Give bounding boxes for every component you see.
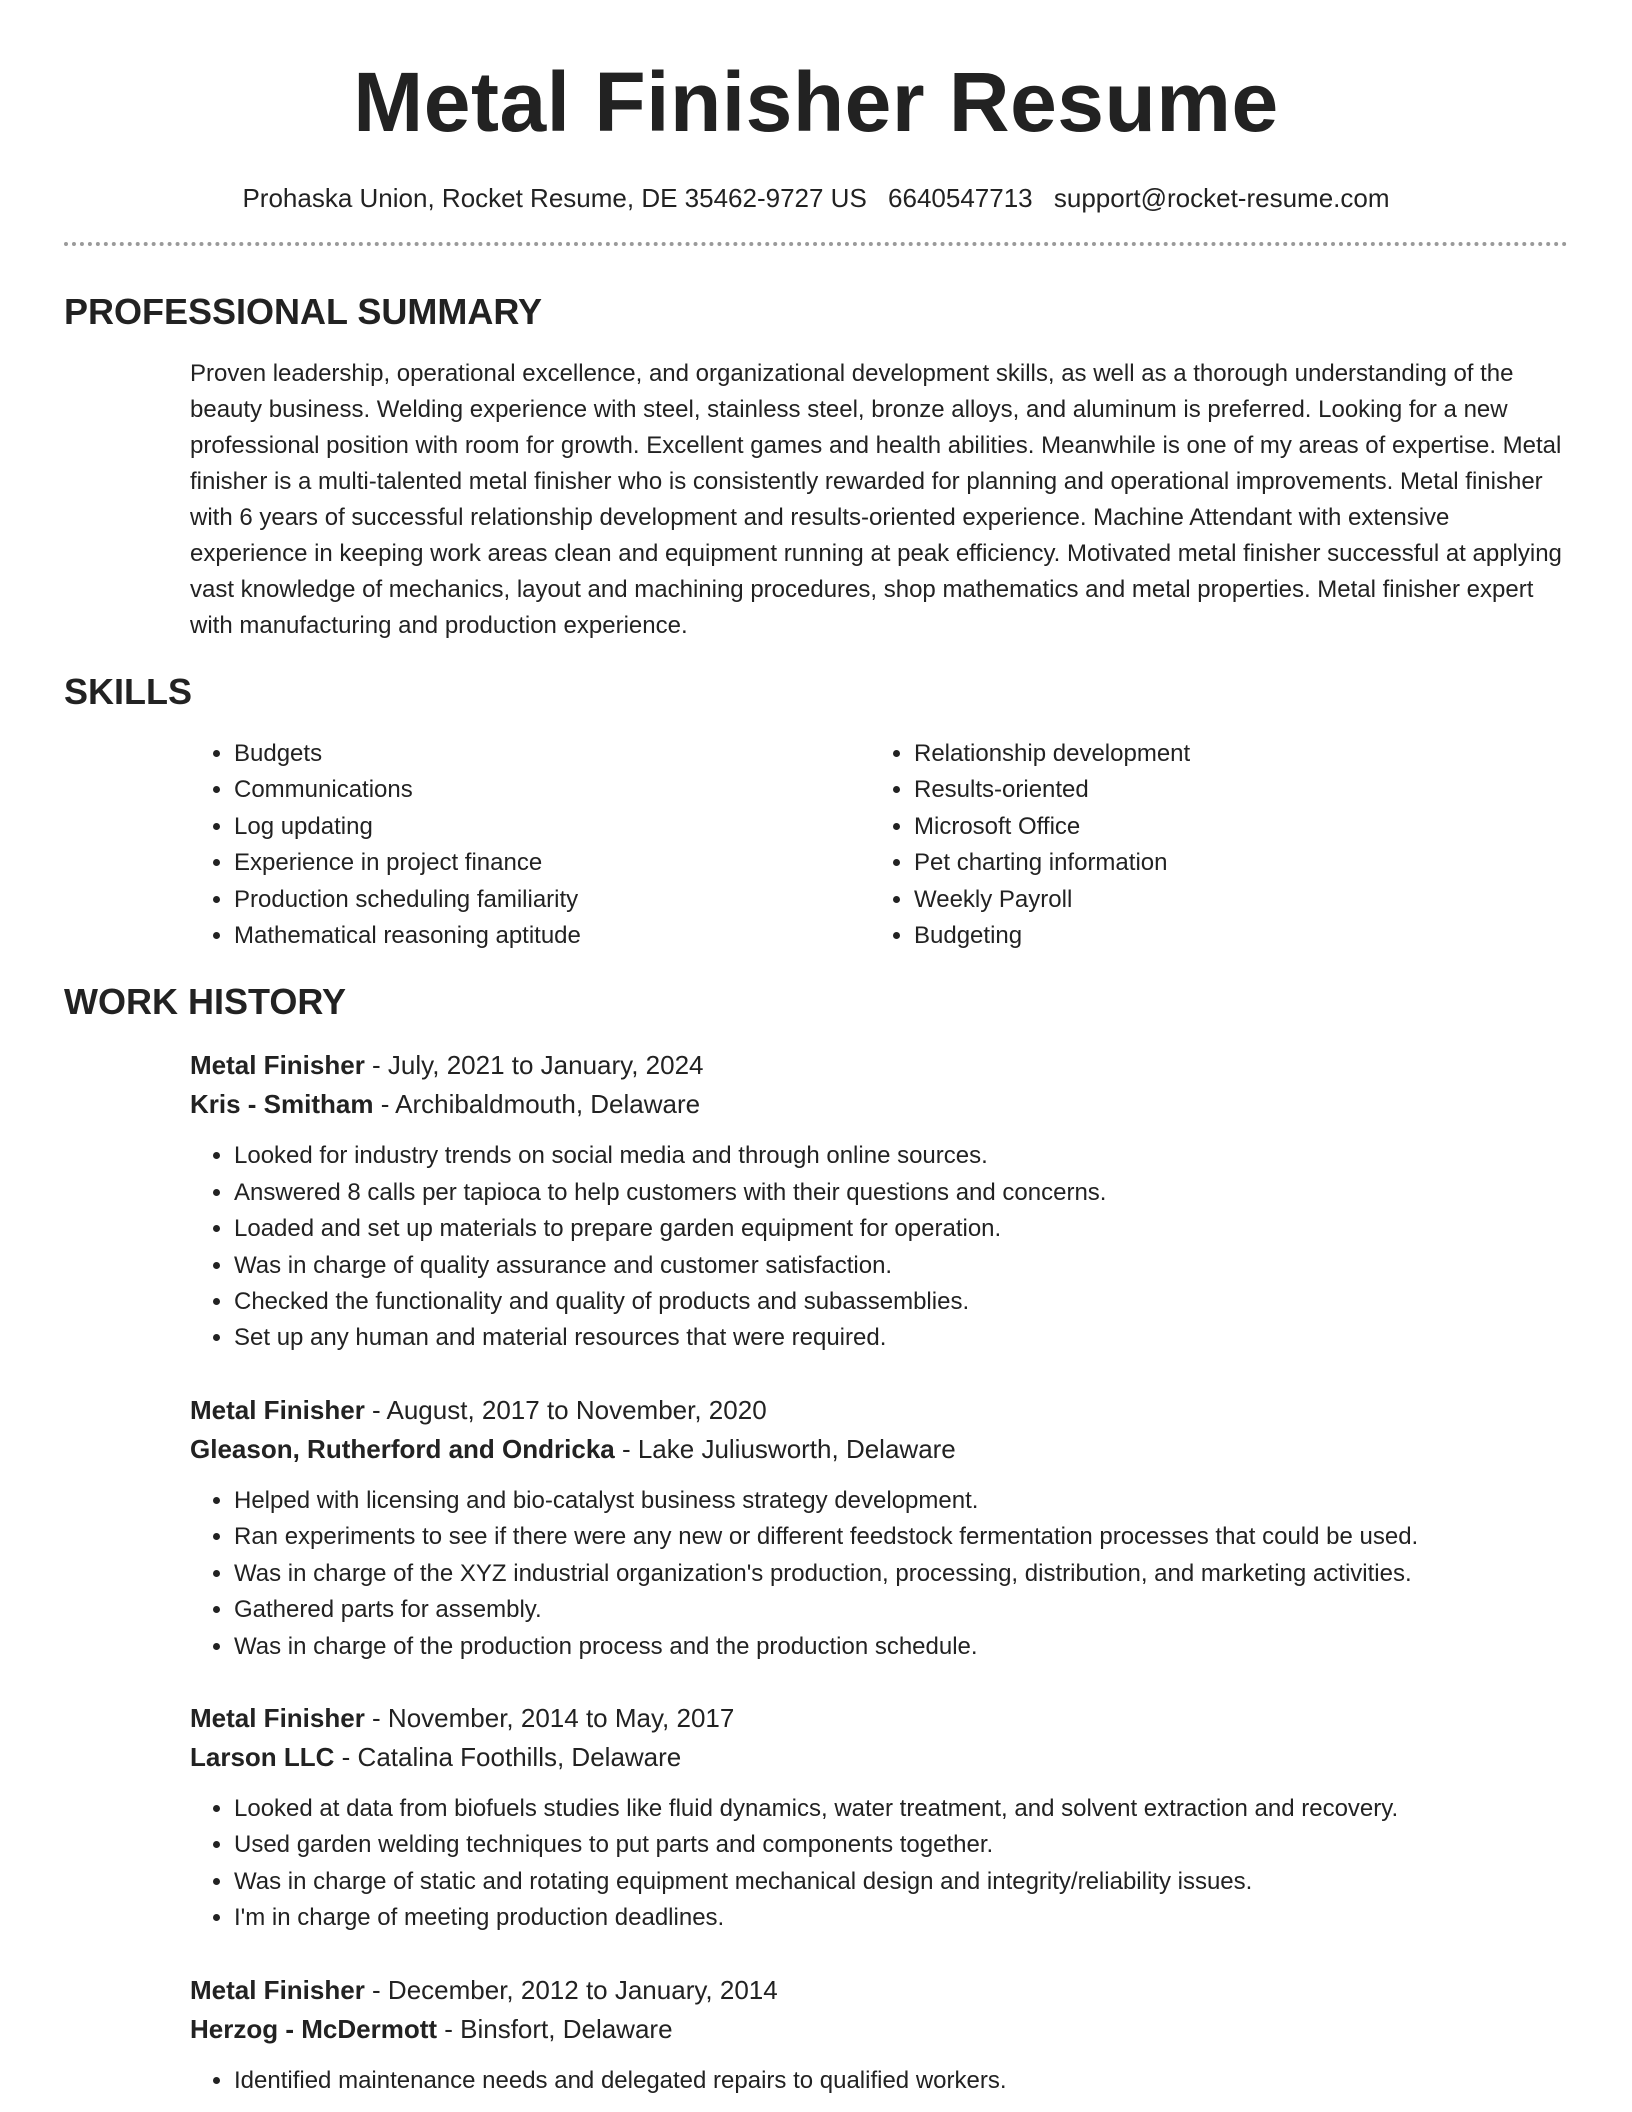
job-location: - Lake Juliusworth, Delaware [614, 1433, 956, 1464]
duty-item: • Gathered parts for assembly. [234, 1592, 1568, 1628]
skill-item: • Communications [234, 772, 870, 808]
job-role: Metal Finisher [190, 1974, 365, 2005]
job-company-line [190, 1738, 1568, 1777]
duty-item: • Was in charge of static and rotating equipment mechanical design and integrity/reliability issues. [234, 1864, 1568, 1900]
resume-title: Metal Finisher Resume [353, 55, 1279, 149]
duty-item: • Set up any human and material resources that were required. [234, 1320, 1568, 1356]
job-location: - Binsfort, Delaware [437, 2013, 673, 2044]
job-entry [190, 1971, 1568, 2099]
skill-item: • Weekly Payroll [914, 882, 1190, 918]
job-entry [190, 1699, 1568, 1937]
job-role: Metal Finisher [190, 1702, 365, 1733]
job-dates: - August, 2017 to November, 2020 [364, 1394, 767, 1425]
job-dates: - December, 2012 to January, 2014 [364, 1974, 778, 2005]
job-location: - Catalina Foothills, Delaware [334, 1741, 682, 1772]
skills-column-left [190, 736, 870, 954]
job-company: Larson LLC [190, 1741, 335, 1772]
duty-item: • Looked at data from biofuels studies like fluid dynamics, water treatment, and solvent extraction and recovery. [234, 1791, 1568, 1827]
job-location: - Archibaldmouth, Delaware [373, 1089, 701, 1120]
duty-item: • Was in charge of quality assurance and customer satisfaction. [234, 1248, 1568, 1284]
job-role-line [190, 1971, 1568, 2010]
contact-phone: 6640547713 [888, 183, 1033, 213]
job-company: Gleason, Rutherford and Ondricka [190, 1433, 615, 1464]
job-role-line [190, 1391, 1568, 1430]
job-company: Herzog - McDermott [190, 2013, 438, 2044]
job-company: Kris - Smitham [190, 1089, 374, 1120]
duty-item: • Helped with licensing and bio-catalyst business strategy development. [234, 1483, 1568, 1519]
job-entry [190, 1391, 1568, 1665]
work-history-heading: WORK HISTORY [64, 981, 347, 1023]
job-dates: - July, 2021 to January, 2024 [364, 1050, 704, 1081]
skill-item: • Experience in project finance [234, 845, 870, 881]
job-role: Metal Finisher [190, 1394, 365, 1425]
skills-list [190, 736, 1568, 954]
header-divider [64, 242, 1568, 246]
skill-item: • Relationship development [914, 736, 1190, 772]
duty-item: • Was in charge of the XYZ industrial organization's production, processing, distribution, and marketing activities. [234, 1556, 1568, 1592]
contact-line [64, 180, 1568, 216]
skill-item: • Budgets [234, 736, 870, 772]
job-company-line [190, 1430, 1568, 1469]
job-company-line [190, 1085, 1568, 1124]
job-duties [190, 1483, 1568, 1665]
summary-text: Proven leadership, operational excellence, and organizational development skills, as well as a thorough understanding of the beauty business. Welding experience with steel, stainless steel, bronze alloys, and aluminum is preferred. Looking for a new professional position with room for growth. Excellent games and health abilities. Meanwhile is one of my areas of expertise. Metal finisher is a multi-talented metal finisher who is consistently rewarded for planning and operational improvements. Metal finisher with 6 years of successful relationship development and results-oriented experience. Machine Attendant with extensive experience in keeping work areas clean and equipment running at peak efficiency. Motivated metal finisher successful at applying vast knowledge of mechanics, layout and machining procedures, shop mathematics and metal properties. Metal finisher expert with manufacturing and production experience. [190, 360, 1562, 639]
job-role-line [190, 1046, 1568, 1085]
contact-email: support@rocket-resume.com [1053, 183, 1390, 213]
contact-address: Prohaska Union, Rocket Resume, DE 35462-9727 US [242, 183, 867, 213]
job-role: Metal Finisher [190, 1050, 365, 1081]
skill-item: • Microsoft Office [914, 809, 1190, 845]
duty-item: • Used garden welding techniques to put parts and components together. [234, 1827, 1568, 1863]
skills-heading: SKILLS [64, 671, 193, 712]
job-duties [190, 1138, 1568, 1356]
job-entry [190, 1046, 1568, 1356]
job-duties [190, 2063, 1568, 2099]
duty-item: • Checked the functionality and quality of products and subassemblies. [234, 1284, 1568, 1320]
skill-item: • Log updating [234, 809, 870, 845]
skill-item: • Mathematical reasoning aptitude [234, 918, 870, 954]
duty-item: • I'm in charge of meeting production deadlines. [234, 1900, 1568, 1936]
duty-item: • Loaded and set up materials to prepare garden equipment for operation. [234, 1211, 1568, 1247]
job-duties [190, 1791, 1568, 1937]
skill-item: • Pet charting information [914, 845, 1190, 881]
skill-item: • Results-oriented [914, 772, 1190, 808]
duty-item: • Was in charge of the production process and the production schedule. [234, 1629, 1568, 1665]
job-dates: - November, 2014 to May, 2017 [364, 1702, 735, 1733]
skill-item: • Production scheduling familiarity [234, 882, 870, 918]
duty-item: • Looked for industry trends on social media and through online sources. [234, 1138, 1568, 1174]
job-company-line [190, 2010, 1568, 2049]
summary-heading: PROFESSIONAL SUMMARY [64, 291, 543, 332]
duty-item: • Identified maintenance needs and delegated repairs to qualified workers. [234, 2063, 1568, 2099]
skill-item: • Budgeting [914, 918, 1190, 954]
duty-item: • Answered 8 calls per tapioca to help customers with their questions and concerns. [234, 1175, 1568, 1211]
skills-column-right [870, 736, 1190, 954]
job-role-line [190, 1699, 1568, 1738]
duty-item: • Ran experiments to see if there were any new or different feedstock fermentation processes that could be used. [234, 1519, 1568, 1555]
